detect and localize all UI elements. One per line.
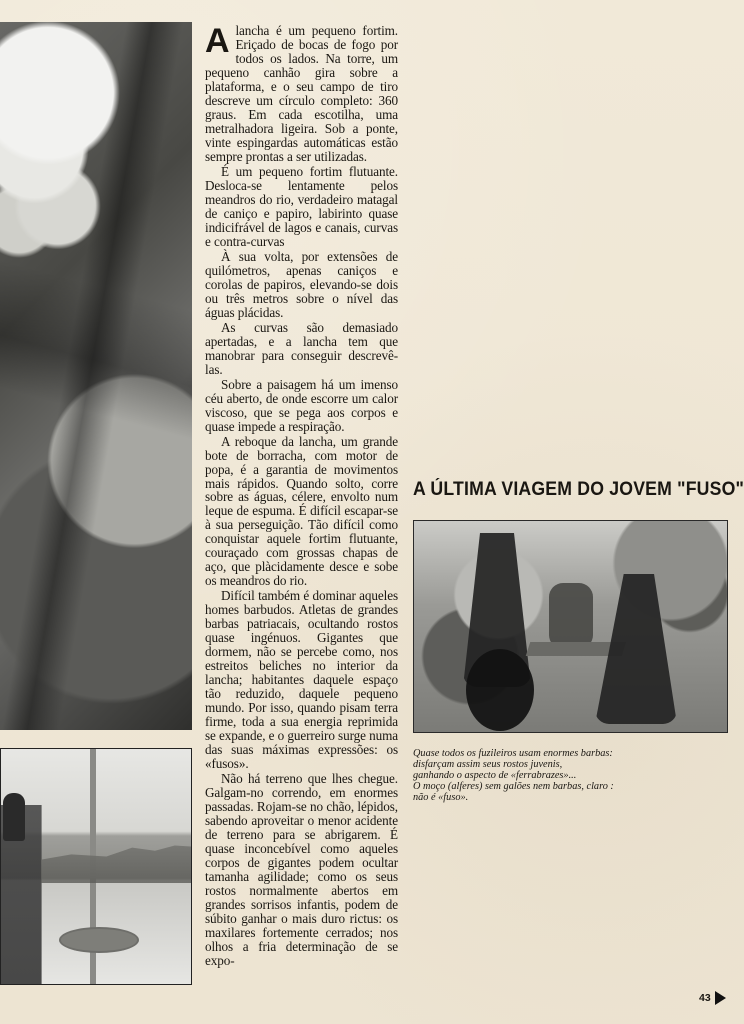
article-paragraph-3: À sua volta, por extensões de quilómetros, apenas caniços e corolas de papiros, elevando-se dois ou três metros sobre o nível das águas plácidas. (205, 248, 398, 320)
article-paragraph-6: A reboque da lancha, um grande bote de borracha, com motor de popa, é a garantia de movimentos mais rápidos. Quando solto, corre sobre as águas, célere, envolto num leque de espuma. É difícil escapar-se à sua perseguição. Tão difícil como conquistar aquele fortim flutuante, couraçado com grossas chapas de aço, que plàcidamente desce e sobe os meandros do rio. (205, 433, 398, 589)
article-paragraph-5: Sobre a paisagem há um imenso céu aberto, de onde escorre um calor viscoso, que se pega aos corpos e quase impede a respiração. (205, 376, 398, 434)
article-column (205, 24, 398, 988)
article-paragraph-7: Difícil também é dominar aqueles homes barbudos. Atletas de grandes barbas patriacais, ocultando rostos quase ingénuos. Gigantes que dormem, não se percebe como, nos estreitos beliches no interior da lancha; habitantes daquele espaço tão reduzido, daquele pequeno mundo. Por isso, quando pisam terra firme, toda a sua energia reprimida se expande, e o guerreiro surge numa das suas máximas expressões: os «fusos». (205, 588, 398, 772)
foreground-head (466, 649, 534, 731)
article-paragraph-4: As curvas são demasiado apertadas, e a lancha tem que manobrar para conseguir descrevê-las. (205, 319, 398, 377)
photo-caption: Quase todos os fuzileiros usam enormes barbas: disfarçam assim seus rostos juvenis, ganhando o aspecto de «ferrabrazes»... O moço (alferes) sem galões nem barbas, claro : não é «fuso». (413, 748, 614, 804)
dropcap: A (205, 22, 230, 60)
page-arrow-icon (715, 991, 726, 1005)
article-paragraph-text: lancha é um pequeno fortim. Eriçado de bocas de fogo por todos os lados. Na torre, um pequeno canhão gira sobre a plataforma, e o seu campo de tiro descreve um círculo completo: 360 graus. Em cada escotilha, uma metralhadora ligeira. Sob a ponte, vinte espingardas automáticas estão sempre prontas a ser utilizadas. (205, 23, 398, 164)
article-paragraph-1 (205, 24, 398, 164)
seated-person (549, 583, 593, 649)
right-photo (413, 520, 728, 733)
article-paragraph-2: É um pequeno fortim flutuante. Desloca-se lentamente pelos meandros do rio, verdadeiro matagal de caniço e papiro, labirinto quase indicifrável de lagos e canais, curvas e contra-curvas (205, 163, 398, 249)
left-top-photo (0, 22, 192, 730)
headline: A ÚLTIMA VIAGEM DO JOVEM "FUSO" (413, 479, 744, 500)
left-bottom-photo (0, 748, 192, 985)
soldier-silhouette (3, 793, 25, 841)
article-paragraph-8: Não há terreno que lhes chegue. Galgam-no correndo, em enormes passadas. Rojam-se no chão, lépidos, sabendo aproveitar o menor acidente de terreno para se abrigarem. É quase inconcebível como aqueles corpos de gigantes podem ocultar tamanha agilidade; como os seus rostos normalmente abertos em grandes sorrisos infantis, podem de súbito ganhar o mais duro rictus: os maxilares fortemente cerrados; nos olhos a fria determinação de se expo- (205, 771, 398, 968)
river-bank (41, 831, 192, 883)
page-number: 43 (699, 992, 711, 1004)
